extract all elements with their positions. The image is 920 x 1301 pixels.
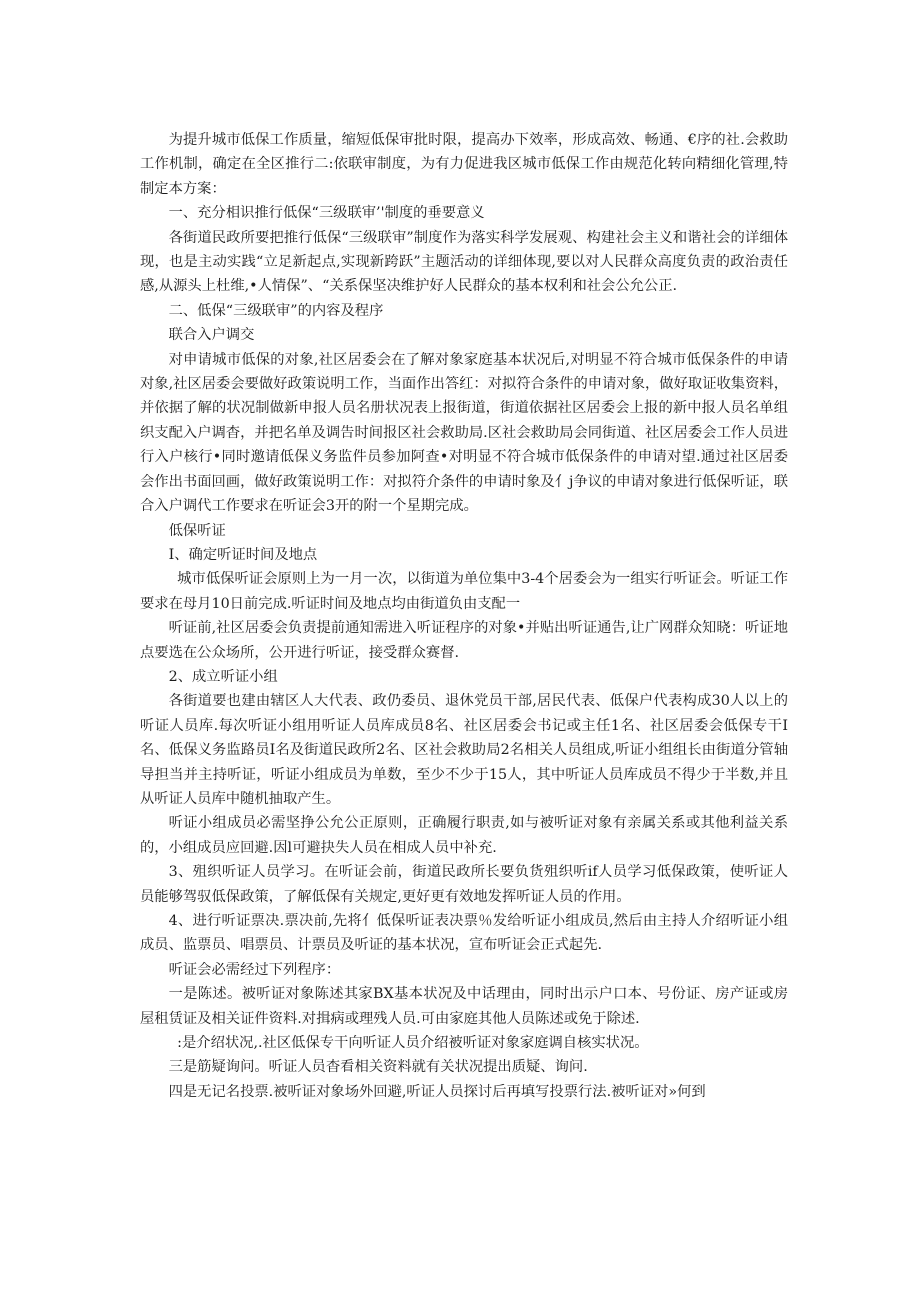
procedure-step-1: 一是陈述。被听证对象陈述其家BX基本状况及中话理由，同时出示户口本、号份证、房产证或房屋租赁证及相关证件资料.对揖病或理残人员.可由家庭其他人员陈述或免于除述.: [140, 986, 788, 1027]
panel-principles-paragraph: 听证小组成员必需坚挣公允公正原则，正确履行职责,如与被听证对象有亲属关系或其他利益关系的，小组成员应回避.因l可避抉失人员在相成人员中补充.: [140, 815, 788, 856]
section-heading-2: 二、低保“三级联审”的内容及程序: [168, 302, 384, 319]
subheading-hearing: 低保听证: [168, 522, 226, 539]
procedure-step-4: 四是无记名投票.被听证对象场外回避,听证人员探讨后再填写投票行法.被听证对»何到: [168, 1083, 706, 1100]
section-heading-1: 一、充分相识推行低保“三级联审’'制度的垂要意义: [168, 205, 485, 222]
intro-paragraph: 为提升城市低保工作质量，缩短低保审批时限，提高办下效率，形成高效、畅通、€序的社.会救助工作机制，确定在全区推行二:依联审制度，为有力促进我区城市低保工作由规范化转向精细化管理,特制定本方案：: [140, 132, 788, 197]
document-body: [140, 128, 788, 1104]
item-1-paragraph: 城市低保听证会原则上为一月一次，以街道为单位集中3-4个居委会为一组实行听证会。听证工作要求在母月10日前完成.听证时间及地点均由街道负由支配一: [140, 571, 788, 612]
procedure-intro: 听证会必需经过下列程序：: [168, 961, 341, 978]
joint-visit-paragraph: 对申请城市低保的对象,社区居委会在了解对象家庭基本状况后,对明显不符合城市低保条件的申请对象,社区居委会要做好政策说明工作，当面作出答红：对拟符合条件的申请对象，做好取证收集资料，并依据了解的状况制做新申报人员名册状况表上报街道，街道依据社区居委会上报的新中报人员名单组织支配入户调杳，并把名单及调告时间报区社会救助局.区社会救助局会同街道、社区居委会工作人员进行入户核行•同时邀请低保义务监件员参加阿查•对明显不符合城市低保条件的申请对望.通过社区居委会作出书面回画，做好政策说明工作：对拟符介条件的申请时象及亻j争议的申请对象进行低保听证，联合入户调代工作要求在听证会3开的附一个星期完成。: [140, 351, 788, 515]
procedure-step-3: 三是筋疑询问。听证人员杳看相关资料就有关状况提出质疑、询问.: [168, 1059, 588, 1076]
item-1-heading: I、确定听证时间及地点: [168, 546, 318, 563]
procedure-step-2: :是介绍状况,.社区低保专干向听证人员介绍被听证对象家庭调自核实状况。: [177, 1035, 649, 1052]
item-3-paragraph: 3、殂织听证人员学习。在听证会前，街道民政所长要负货殂织听if人员学习低保政策，使听证人员能够驾驭低保政策，了解低保有关规定,更好更有效地发挥听证人员的作用。: [140, 864, 788, 905]
item-2-paragraph: 各街道要也建由辖区人大代表、政仍委员、退休党员干部,居民代表、低保户代表构成30人以上的听证人员库.每次听证小组用听证人员库成员8名、社区居委会书记或主任1名、社区居委会低保专干I名、低保义务监路员I名及街道民政所2名、区社会救助局2名相关人员组成,听证小组组长由街道分管轴导担当并主持听证，听证小组成员为单数，至少不少于15人，其中听证人员库成员不得少于半数,并且从听证人员库中随机抽取产生。: [140, 693, 788, 807]
subheading-joint-visit: 联合入户调交: [168, 327, 255, 344]
item-2-heading: 2、成立听证小组: [168, 668, 278, 685]
item-4-paragraph: 4、进行听证票决.票决前,先将亻低保听证表决票％发给听证小组成员,然后由主持人介绍听证小组成员、监票员、唱票员、计票员及听证的基本状况，宣布听证会正式起先.: [140, 913, 788, 954]
section-1-paragraph: 各街道民政所要把推行低保“三级联审”制度作为落实科学发展观、构建社会主义和谐社会的详细体现，也是主动实践“立足新起点,实现新跨跃”主题活动的详细体现,要以对人民群众高度负责的政治责任感,从源头上杜维,•人情保”、“关系保坚决维护好人民群众的基本权利和社会公允公正.: [140, 229, 788, 295]
hearing-notice-paragraph: 听证前,社区居委会负责提前通知需进入听证程序的对象•并贴出听证通告,让广网群众知晓：听证地点要选在公众场所，公开进行听证，接受群众赛督.: [140, 620, 788, 661]
